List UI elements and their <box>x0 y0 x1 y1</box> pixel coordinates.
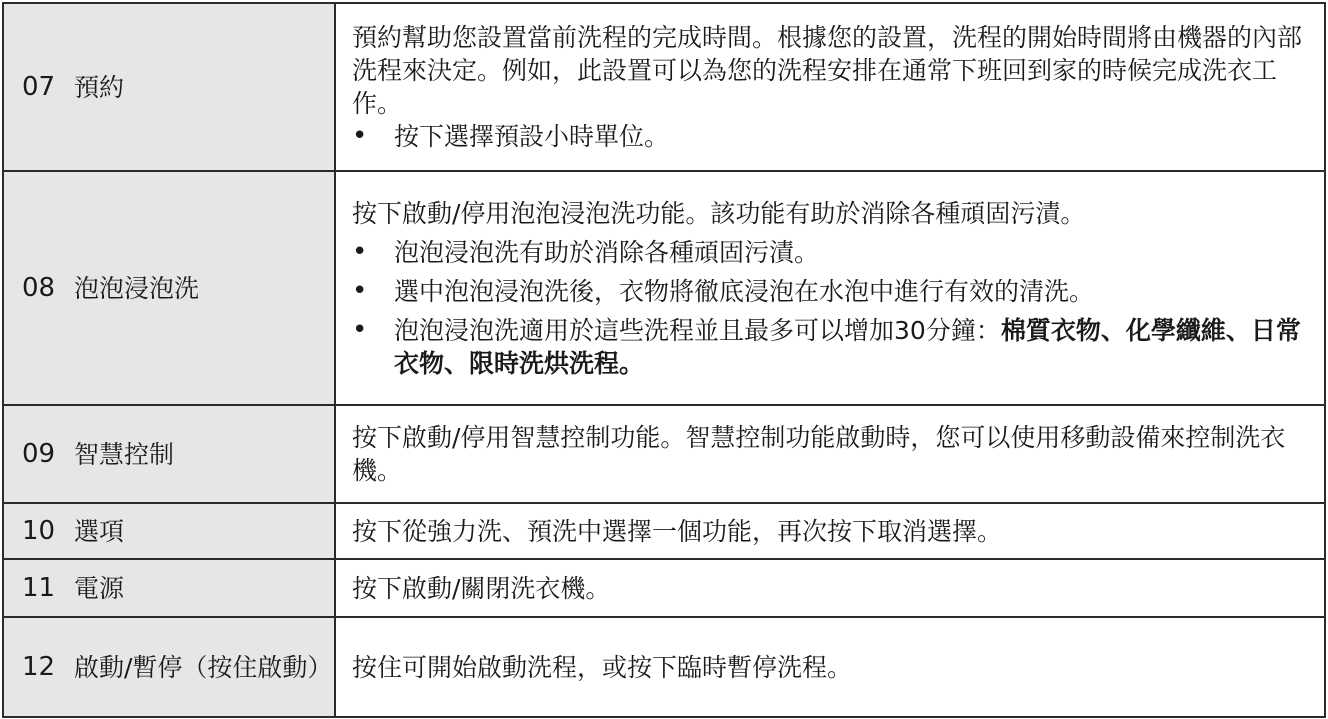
function-description-cell <box>335 617 1325 717</box>
function-name: 智慧控制 <box>74 439 175 469</box>
function-name: 泡泡浸泡洗 <box>74 273 200 303</box>
function-number: 11 <box>22 572 56 603</box>
table-row <box>3 503 1325 559</box>
function-number: 09 <box>22 438 56 469</box>
bullet-list <box>352 120 1310 153</box>
function-name: 選項 <box>74 516 125 546</box>
function-description: 按下啟動/關閉洗衣機。 <box>352 573 611 603</box>
table-row <box>3 559 1325 617</box>
function-description: 預約幫助您設置當前洗程的完成時間。根據您的設置，洗程的開始時間將由機器的內部洗程來決定。例如，此設置可以為您的洗程安排在通常下班回到家的時候完成洗衣工作。 <box>352 23 1303 118</box>
function-name-cell <box>3 617 335 717</box>
table-row <box>3 617 1325 717</box>
function-name-cell <box>3 503 335 559</box>
bullet-item: • 選中泡泡浸泡洗後，衣物將徹底浸泡在水泡中進行有效的清洗。 <box>352 275 1310 308</box>
function-description: 按下啟動/停用泡泡浸泡洗功能。該功能有助於消除各種頑固污漬。 <box>352 198 1086 228</box>
function-name-cell <box>3 559 335 617</box>
function-name-cell <box>3 405 335 503</box>
bullet-item: • 泡泡浸泡洗有助於消除各種頑固污漬。 <box>352 236 1310 269</box>
bullet-item: • 按下選擇預設小時單位。 <box>352 120 1310 153</box>
table-row <box>3 171 1325 405</box>
function-name-cell <box>3 171 335 405</box>
function-number: 08 <box>22 272 56 303</box>
control-panel-table <box>2 2 1326 718</box>
function-description-cell <box>335 559 1325 617</box>
function-name: 啟動/暫停（按住啟動） <box>74 652 333 682</box>
function-description-cell <box>335 3 1325 171</box>
function-description: 按住可開始啟動洗程，或按下臨時暫停洗程。 <box>352 652 853 682</box>
function-number: 07 <box>22 71 56 102</box>
bullet-bold-programs: 棉質衣物、化學纖維、日常衣物、限時洗烘洗程。 <box>394 315 1301 378</box>
table-row <box>3 405 1325 503</box>
function-name: 預約 <box>74 72 125 102</box>
function-description-cell <box>335 405 1325 503</box>
bullet-item <box>352 314 1310 380</box>
function-description-cell <box>335 503 1325 559</box>
bullet-list <box>352 236 1310 380</box>
bullet-text: 泡泡浸泡洗適用於這些洗程並且最多可以增加30分鐘： <box>394 315 1001 345</box>
function-description: 按下從強力洗、預洗中選擇一個功能，再次按下取消選擇。 <box>352 516 1003 546</box>
function-description-cell <box>335 171 1325 405</box>
function-number: 10 <box>22 515 56 546</box>
function-number: 12 <box>22 651 56 682</box>
function-name: 電源 <box>74 573 125 603</box>
function-name-cell <box>3 3 335 171</box>
table-row <box>3 3 1325 171</box>
function-description: 按下啟動/停用智慧控制功能。智慧控制功能啟動時，您可以使用移動設備來控制洗衣機。 <box>352 423 1286 485</box>
